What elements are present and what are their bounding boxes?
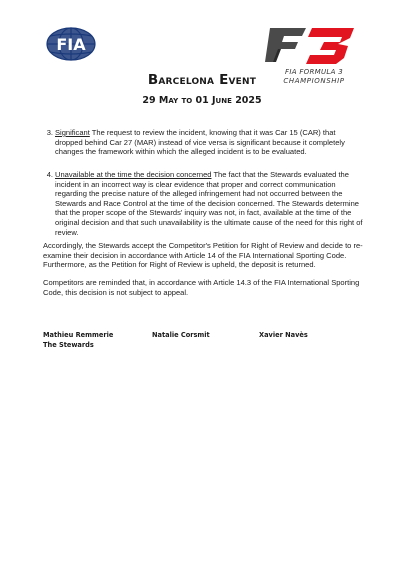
list-item bbox=[43, 170, 363, 242]
series-logo-line2: CHAMPIONSHIP bbox=[283, 77, 345, 85]
item-body: The request to review the incident, knowing that it was Car 15 (CAR) that dropped behind Car 27 (MAR) instead of vice versa is significant because it completely changes the framework within which the alleged incident is to be evaluated. bbox=[55, 128, 345, 157]
item-text bbox=[55, 128, 365, 157]
steward-name: Natalie Corsmit bbox=[152, 331, 210, 339]
fia-logo-text: FIA bbox=[56, 35, 86, 54]
item-body: The fact that the Stewards evaluated the incident in an incorrect way is clear evidence that proper and correct communication regarding the precise nature of the alleged infringement had not occurred between the Stewards and Race Control at the time of the decision concerned. The Stewards determine that the proper scope of the Stewards' inquiry was not, in fact, available at the time of the original decision and that such unavailability is the ultimate cause of the need for this right of review. bbox=[55, 170, 363, 237]
list-item bbox=[43, 128, 363, 168]
fia-logo bbox=[43, 26, 99, 62]
appeal-notice-paragraph: Competitors are reminded that, in accordance with Article 14.3 of the FIA International Sporting Code, this decision is not subject to appeal. bbox=[43, 278, 360, 297]
stewards-role: The Stewards bbox=[43, 341, 94, 349]
item-text bbox=[55, 170, 365, 237]
item-number: 3. bbox=[46, 128, 53, 137]
series-logo-line1: FIA FORMULA 3 bbox=[285, 68, 343, 76]
steward-name: Mathieu Remmerie bbox=[43, 331, 114, 339]
decision-paragraph: Accordingly, the Stewards accept the Competitor's Petition for Right of Review and decide to re-examine their decision in accordance with Article 14 of the FIA International Sporting Code. Furthermore, as the Petition for Right of Review is upheld, the deposit is returned. bbox=[43, 241, 363, 270]
steward-name: Xavier Navès bbox=[259, 331, 308, 339]
event-title: Barcelona Event bbox=[147, 72, 257, 88]
item-heading: Significant bbox=[55, 128, 90, 137]
item-number: 4. bbox=[46, 170, 53, 179]
event-date: 29 May to 01 June 2025 bbox=[142, 95, 262, 106]
item-heading: Unavailable at the time the decision concerned bbox=[55, 170, 212, 179]
